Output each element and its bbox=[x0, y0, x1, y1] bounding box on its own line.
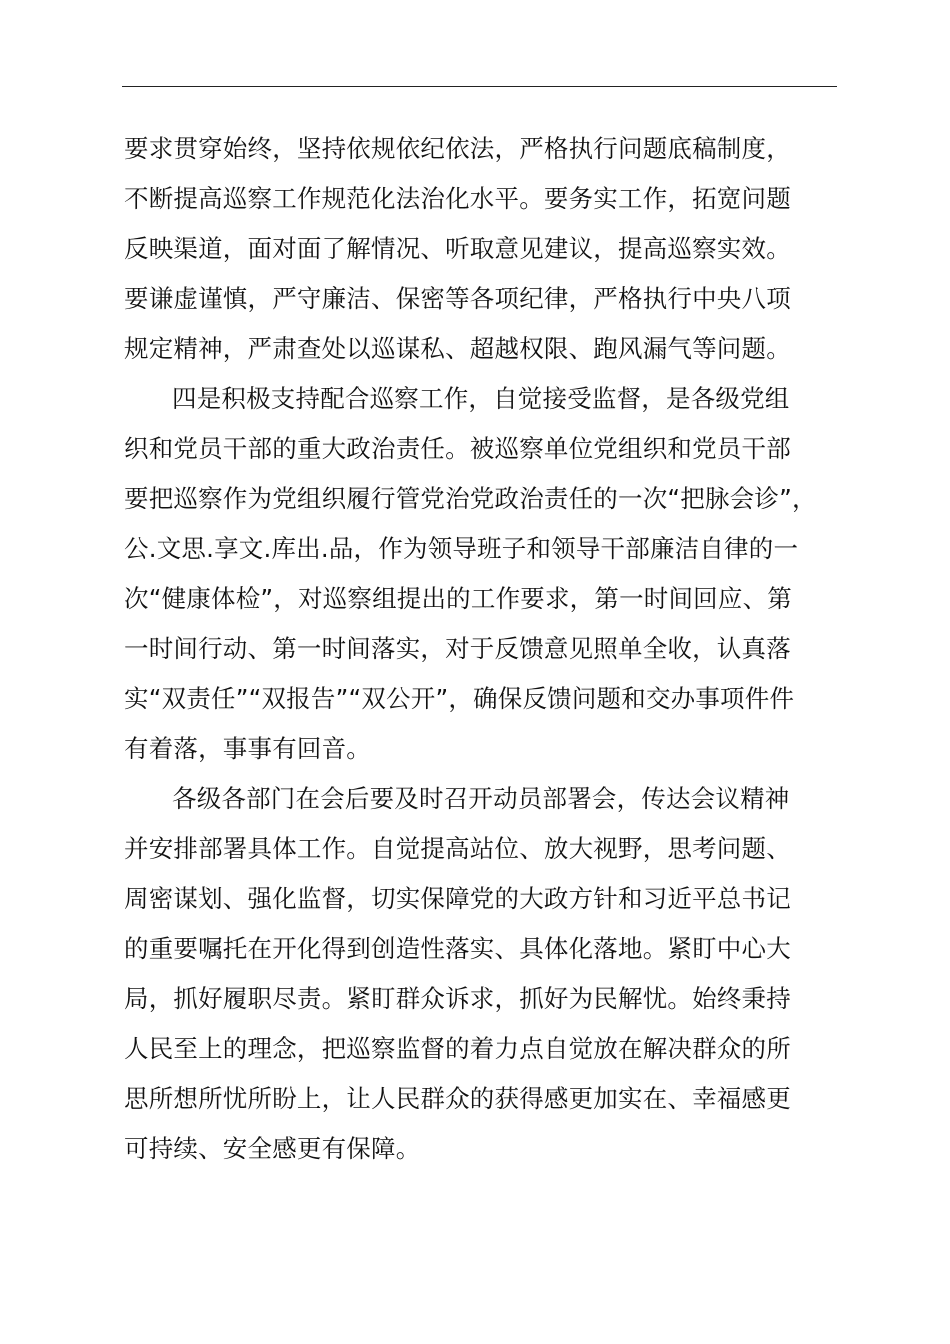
text-line: 要谦虚谨慎，严守廉洁、保密等各项纪律，严格执行中央八项 bbox=[124, 284, 791, 313]
text-line: 并安排部署具体工作。自觉提高站位、放大视野，思考问题、 bbox=[124, 834, 791, 863]
text-line: 一时间行动、第一时间落实，对于反馈意见照单全收，认真落 bbox=[124, 634, 791, 663]
text-line: 可持续、安全感更有保障。 bbox=[124, 1134, 421, 1163]
text-line: 不断提高巡察工作规范化法治化水平。要务实工作，拓宽问题 bbox=[124, 184, 791, 213]
text-line: 次“健康体检”，对巡察组提出的工作要求，第一时间回应、第 bbox=[124, 584, 792, 613]
header-rule bbox=[122, 86, 837, 87]
text-line: 周密谋划、强化监督，切实保障党的大政方针和习近平总书记 bbox=[124, 884, 791, 913]
text-line: 的重要嘱托在开化得到创造性落实、具体化落地。紧盯中心大 bbox=[124, 934, 791, 963]
text-line: 要把巡察作为党组织履行管党治党政治责任的一次“把脉会诊”， bbox=[124, 484, 817, 513]
text-line: 织和党员干部的重大政治责任。被巡察单位党组织和党员干部 bbox=[124, 434, 791, 463]
text-line: 规定精神，严肃查处以巡谋私、超越权限、跑风漏气等问题。 bbox=[124, 334, 791, 363]
text-line: 实“双责任”“双报告”“双公开”，确保反馈问题和交办事项件件 bbox=[124, 684, 795, 713]
text-line: 要求贯穿始终，坚持依规依纪依法，严格执行问题底稿制度， bbox=[124, 134, 791, 163]
text-line: 公.文思.享文.库出.品，作为领导班子和领导干部廉洁自律的一 bbox=[124, 534, 799, 563]
document-body bbox=[124, 124, 840, 1174]
text-line: 思所想所忧所盼上，让人民群众的获得感更加实在、幸福感更 bbox=[124, 1084, 791, 1113]
text-line: 各级各部门在会后要及时召开动员部署会，传达会议精神 bbox=[172, 784, 790, 813]
text-line: 四是积极支持配合巡察工作，自觉接受监督，是各级党组 bbox=[172, 384, 790, 413]
text-line: 局，抓好履职尽责。紧盯群众诉求，抓好为民解忧。始终秉持 bbox=[124, 984, 791, 1013]
text-line: 有着落，事事有回音。 bbox=[124, 734, 371, 763]
text-line: 反映渠道，面对面了解情况、听取意见建议，提高巡察实效。 bbox=[124, 234, 791, 263]
text-line: 人民至上的理念，把巡察监督的着力点自觉放在解决群众的所 bbox=[124, 1034, 791, 1063]
